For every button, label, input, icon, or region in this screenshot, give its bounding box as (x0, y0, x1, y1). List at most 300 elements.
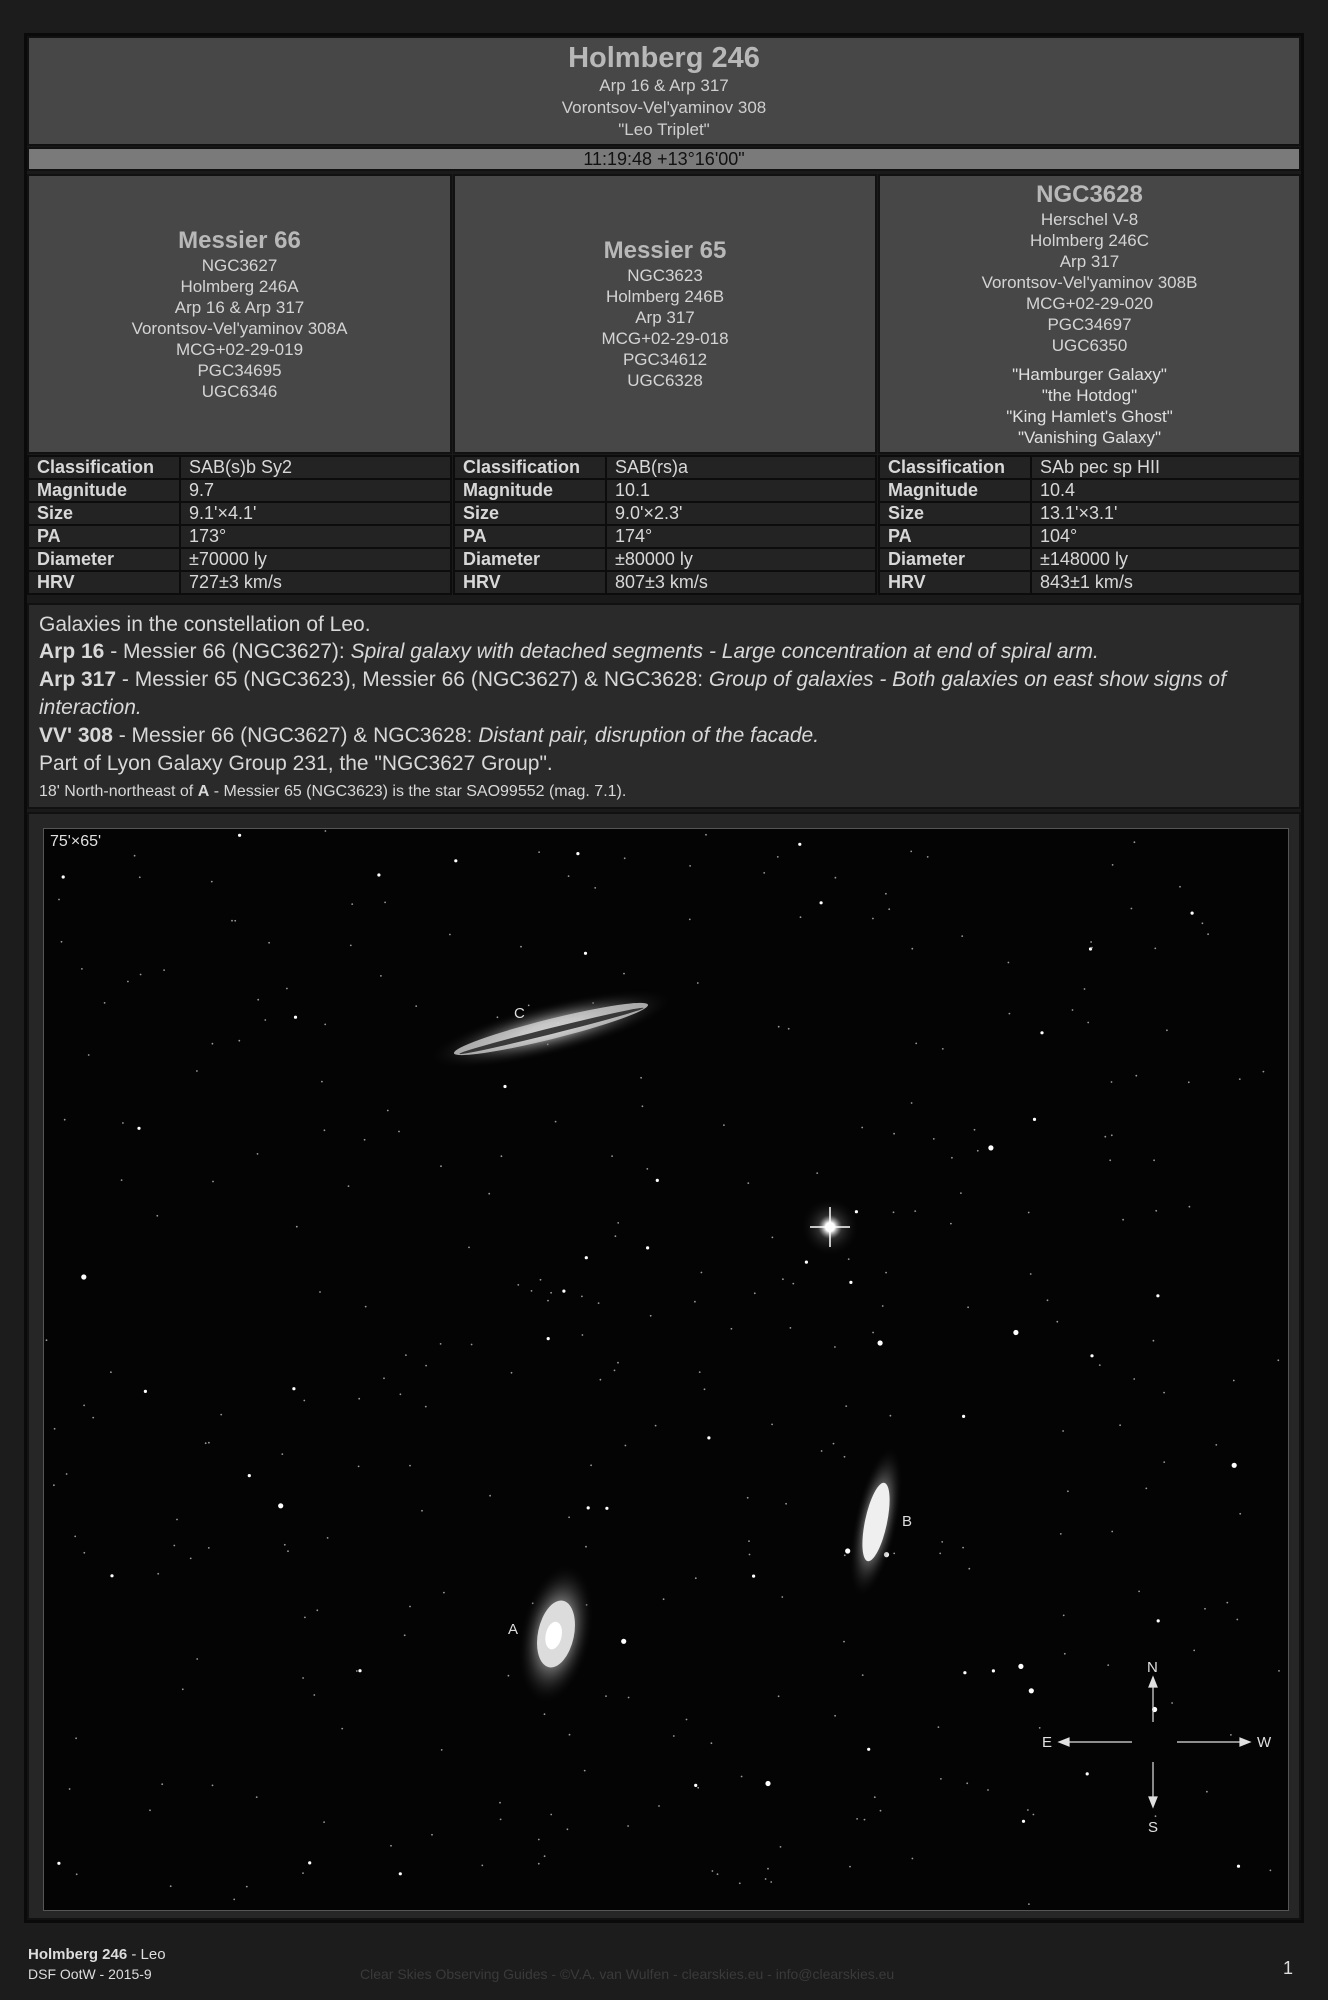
star (874, 1796, 876, 1798)
compass-w: W (1257, 1734, 1272, 1751)
star (567, 1828, 569, 1830)
label-a: A (508, 1621, 519, 1638)
star (88, 1054, 90, 1056)
property-value: 174° (606, 525, 876, 548)
star (646, 1246, 649, 1249)
property-row (879, 479, 1300, 502)
property-key: Diameter (879, 548, 1031, 571)
sky-image (43, 828, 1289, 1911)
star (1008, 962, 1010, 964)
star (605, 1695, 607, 1697)
star (302, 1872, 304, 1874)
star (1086, 1772, 1089, 1775)
star (988, 1145, 993, 1150)
star (882, 1305, 884, 1307)
star (81, 968, 83, 970)
star (1156, 1294, 1159, 1297)
star (134, 855, 136, 857)
star (695, 1577, 697, 1579)
property-row (879, 525, 1300, 548)
star (862, 1674, 864, 1676)
star (977, 1150, 979, 1152)
star (788, 1028, 790, 1030)
star (122, 1122, 124, 1124)
star (833, 1443, 835, 1445)
star (544, 1713, 546, 1715)
star (689, 919, 691, 921)
star (581, 1296, 583, 1298)
star (1202, 922, 1204, 924)
star (890, 1415, 892, 1417)
star (66, 1473, 68, 1475)
properties-table-m66 (27, 455, 452, 595)
star (781, 1596, 783, 1598)
star (941, 1541, 943, 1543)
star (950, 1223, 952, 1225)
star (234, 920, 236, 922)
property-value: 9.0'×2.3' (606, 502, 876, 525)
galaxy-name: NGC3628 (1036, 180, 1143, 208)
note-arp16: Arp 16 - Messier 66 (NGC3627): Spiral galaxy with detached segments - Large concentration at end of spiral arm. (39, 640, 1099, 663)
star (1039, 1727, 1041, 1729)
star (316, 1609, 318, 1611)
galaxy-alias: PGC34612 (622, 350, 708, 369)
galaxy-alias: UGC6350 (1051, 335, 1128, 355)
star (454, 859, 457, 862)
star (960, 1192, 962, 1194)
star (173, 1545, 175, 1547)
star (196, 1658, 198, 1660)
star (58, 899, 60, 901)
star (57, 1862, 60, 1865)
star (69, 1788, 71, 1790)
star (747, 1182, 749, 1184)
star (62, 875, 65, 878)
star (1153, 1159, 1155, 1161)
field-of-view: 75'×65' (50, 833, 102, 850)
star (284, 1544, 286, 1546)
property-value: 727±3 km/s (180, 571, 451, 594)
star (257, 1153, 259, 1155)
star (747, 1497, 749, 1499)
star (1163, 1461, 1165, 1463)
star (911, 1102, 913, 1104)
star (1226, 1602, 1228, 1604)
star (600, 1379, 602, 1381)
star (488, 1193, 490, 1195)
star (61, 941, 63, 943)
star (1029, 1688, 1034, 1693)
star (1027, 1809, 1029, 1811)
star (296, 1226, 298, 1228)
property-value: 807±3 km/s (606, 571, 876, 594)
property-key: PA (879, 525, 1031, 548)
star (1099, 1364, 1101, 1366)
star (951, 1157, 953, 1159)
star (304, 1617, 306, 1619)
star (1154, 948, 1156, 950)
star (1109, 1159, 1111, 1161)
star (1207, 933, 1209, 935)
note-vv308: VV' 308 - Messier 66 (NGC3627) & NGC3628: Distant pair, disruption of the facade. (39, 724, 820, 747)
star (587, 1506, 590, 1509)
star (686, 1719, 688, 1721)
star (849, 1866, 851, 1868)
star (584, 1770, 586, 1772)
property-row (28, 479, 451, 502)
star (845, 1405, 847, 1407)
star (76, 1873, 78, 1875)
property-row (454, 571, 876, 594)
notes-intro: Galaxies in the constellation of Leo. (39, 613, 371, 636)
property-key: HRV (28, 571, 180, 594)
star (555, 1121, 557, 1123)
galaxy-alias: Arp 317 (635, 308, 695, 327)
star (384, 902, 386, 904)
star (449, 934, 451, 936)
title-nickname: "Leo Triplet" (618, 120, 710, 139)
star (325, 830, 327, 832)
star (910, 851, 912, 853)
star (834, 1715, 836, 1717)
property-row (879, 456, 1300, 479)
star (568, 1516, 570, 1518)
star (914, 1210, 916, 1212)
star (110, 1574, 113, 1577)
star (511, 1372, 513, 1374)
star (211, 881, 213, 883)
star (594, 887, 596, 889)
star (550, 1292, 552, 1294)
star (286, 988, 288, 990)
star (772, 1237, 774, 1239)
star (765, 1781, 770, 1786)
star (1104, 1136, 1106, 1138)
star (856, 1818, 858, 1820)
star (294, 1016, 297, 1019)
star (704, 1388, 706, 1390)
star (778, 1695, 780, 1697)
star (844, 1456, 846, 1458)
note-group: Part of Lyon Galaxy Group 231, the "NGC3627 Group". (39, 752, 553, 775)
star (694, 1301, 696, 1303)
star (348, 1185, 350, 1187)
star (400, 1393, 402, 1395)
star (1239, 1078, 1241, 1080)
star (689, 865, 691, 867)
galaxy-alias: MCG+02-29-018 (601, 329, 729, 348)
star (1179, 886, 1181, 888)
star (605, 1507, 608, 1510)
star (615, 1235, 617, 1237)
star (365, 1306, 367, 1308)
property-value: ±80000 ly (606, 548, 876, 571)
property-key: Size (879, 502, 1031, 525)
property-value: SAB(s)b Sy2 (180, 456, 451, 479)
galaxy-card-m65 (453, 174, 877, 454)
star (149, 1809, 151, 1811)
property-key: PA (28, 525, 180, 548)
galaxy-alias: Arp 317 (1059, 251, 1120, 271)
star (1022, 1820, 1025, 1823)
star (1067, 1490, 1069, 1492)
star (717, 1873, 719, 1875)
star (1230, 1734, 1232, 1736)
sky-photo (44, 829, 1288, 1910)
note-star: 18' North-northeast of A - Messier 65 (NGC3623) is the star SAO99552 (mag. 7.1). (39, 783, 627, 800)
property-key: Magnitude (28, 479, 180, 502)
galaxy-alias: NGC3627 (201, 255, 278, 275)
star (425, 1365, 427, 1367)
star (75, 1737, 77, 1739)
star (358, 1398, 360, 1400)
star (257, 999, 259, 1001)
star (538, 1863, 540, 1865)
star (1166, 1029, 1168, 1031)
star (1171, 1702, 1173, 1704)
star (1153, 1340, 1155, 1342)
galaxy-nickname: "King Hamlet's Ghost" (1006, 406, 1173, 426)
star (421, 1510, 423, 1512)
star (358, 1466, 360, 1468)
galaxy-alias: NGC3623 (627, 266, 703, 285)
star (987, 1789, 989, 1791)
star (170, 1885, 172, 1887)
galaxy-alias: Holmberg 246C (1029, 230, 1150, 250)
star (961, 935, 963, 937)
star (617, 1222, 619, 1224)
galaxy-alias: Herschel V-8 (1040, 209, 1139, 229)
property-value: 10.4 (1031, 479, 1300, 502)
star (110, 1371, 112, 1373)
galaxy-alias: UGC6346 (201, 381, 278, 401)
star (1090, 1354, 1093, 1357)
star (927, 856, 929, 858)
star (54, 1428, 56, 1430)
page-number: 1 (1283, 1958, 1294, 1978)
star (962, 1547, 964, 1549)
star (731, 1328, 733, 1330)
star (1193, 1650, 1195, 1652)
star (503, 1085, 506, 1088)
star (739, 1882, 741, 1884)
star (650, 1315, 652, 1317)
star (415, 1005, 417, 1007)
star (938, 1726, 940, 1728)
galaxy-nickname: "Vanishing Galaxy" (1017, 427, 1162, 447)
star (324, 1129, 326, 1131)
galaxy-alias: Vorontsov-Vel'yaminov 308B (981, 272, 1198, 292)
property-value: 9.7 (180, 479, 451, 502)
star (697, 982, 699, 984)
star (584, 952, 587, 955)
star (878, 1340, 883, 1345)
star (1239, 1513, 1241, 1515)
star (816, 1172, 818, 1174)
star (1270, 1870, 1272, 1872)
property-row (28, 571, 451, 594)
star (127, 981, 129, 983)
label-b: B (902, 1513, 913, 1530)
star (121, 1179, 123, 1181)
star (741, 1776, 743, 1778)
star (351, 903, 353, 905)
star (531, 1290, 533, 1292)
property-key: Size (454, 502, 606, 525)
star (1107, 1664, 1109, 1666)
star (157, 1573, 159, 1575)
star (74, 1536, 76, 1538)
star (777, 856, 779, 858)
star (161, 1783, 163, 1785)
star (303, 1400, 305, 1402)
star (538, 851, 540, 853)
star (912, 1858, 914, 1860)
star (212, 1043, 214, 1045)
property-key: Magnitude (454, 479, 606, 502)
star (1040, 1031, 1043, 1034)
star (1131, 908, 1133, 910)
star (268, 942, 270, 944)
star (104, 1002, 106, 1004)
star (1236, 1619, 1238, 1621)
star (576, 852, 579, 855)
star (208, 1442, 210, 1444)
star (701, 1272, 703, 1274)
star (843, 1641, 845, 1643)
star (867, 1748, 870, 1751)
star (1206, 1791, 1208, 1793)
compass-s: S (1148, 1819, 1159, 1836)
property-key: Diameter (454, 548, 606, 571)
star (911, 948, 913, 950)
property-value: 173° (180, 525, 451, 548)
star (770, 1881, 772, 1883)
star (383, 1377, 385, 1379)
star (864, 1819, 866, 1821)
star (323, 1821, 325, 1823)
star (974, 1129, 976, 1131)
property-key: PA (454, 525, 606, 548)
star (387, 1110, 389, 1112)
star (611, 1155, 613, 1157)
star (83, 1405, 85, 1407)
star (1072, 1009, 1074, 1011)
compass (1059, 1677, 1250, 1807)
property-key: HRV (454, 571, 606, 594)
star (471, 1344, 473, 1346)
star (658, 1805, 660, 1807)
star (390, 1845, 392, 1847)
star (582, 1334, 584, 1336)
star (893, 1133, 895, 1135)
star (1060, 1533, 1062, 1535)
property-value: 13.1'×3.1' (1031, 502, 1300, 525)
property-key: Classification (879, 456, 1031, 479)
star (849, 1281, 852, 1284)
star (246, 1886, 248, 1888)
star (697, 1787, 699, 1789)
star (64, 1119, 66, 1121)
star (805, 1261, 808, 1264)
star (443, 1592, 445, 1594)
star (694, 1784, 697, 1787)
star (1145, 1488, 1147, 1490)
star (540, 1279, 542, 1281)
star (489, 1495, 491, 1497)
star (520, 946, 522, 948)
star (655, 1425, 657, 1427)
star (640, 1077, 642, 1079)
star (327, 1537, 329, 1539)
star (962, 1415, 965, 1418)
star (1263, 1071, 1265, 1073)
star (885, 1272, 887, 1274)
star (302, 1677, 304, 1679)
star (933, 1138, 935, 1140)
star (409, 1465, 411, 1467)
star (792, 1283, 794, 1285)
star (350, 945, 352, 947)
footer-series: DSF OotW - 2015-9 (28, 1966, 152, 1982)
star (1188, 1081, 1190, 1083)
star (499, 1802, 501, 1804)
star (287, 1550, 289, 1552)
star (861, 1127, 863, 1129)
star (1138, 1591, 1140, 1593)
star (137, 1127, 140, 1130)
star (1018, 1664, 1023, 1669)
star (748, 1540, 750, 1542)
star (968, 1568, 970, 1570)
star (501, 1155, 503, 1157)
star (585, 1256, 588, 1259)
star (628, 1697, 630, 1699)
star (1087, 1022, 1089, 1024)
star (292, 1387, 295, 1390)
star (749, 1554, 751, 1556)
star (139, 876, 141, 878)
property-value: SAb pec sp HII (1031, 456, 1300, 479)
star (481, 1865, 483, 1867)
star (967, 1306, 969, 1308)
galaxy-alias: MCG+02-29-019 (175, 339, 304, 359)
footer-title: Holmberg 246 - Leo (28, 1946, 166, 1963)
star (1133, 1378, 1135, 1380)
star (92, 1417, 94, 1419)
star (1064, 1653, 1066, 1655)
note-arp317: Arp 317 - Messier 65 (NGC3623), Messier 66 (NGC3627) & NGC3628: Group of galaxies - Both galaxies on east show signs of interaction. (39, 668, 1227, 719)
galaxy-alias: UGC6328 (627, 371, 703, 390)
star (405, 1354, 407, 1356)
property-value: 104° (1031, 525, 1300, 548)
star (590, 1464, 592, 1466)
property-key: HRV (879, 571, 1031, 594)
star (835, 877, 837, 879)
star (233, 1899, 235, 1901)
property-value: ±70000 ly (180, 548, 451, 571)
galaxy-alias: PGC34697 (1047, 314, 1132, 334)
star (642, 1105, 644, 1107)
property-key: Classification (28, 456, 180, 479)
star (1056, 1321, 1058, 1323)
property-key: Size (28, 502, 180, 525)
star (1062, 1430, 1064, 1432)
star (915, 1043, 917, 1045)
star (1155, 1210, 1157, 1212)
star (404, 1634, 406, 1636)
star (778, 1026, 780, 1028)
